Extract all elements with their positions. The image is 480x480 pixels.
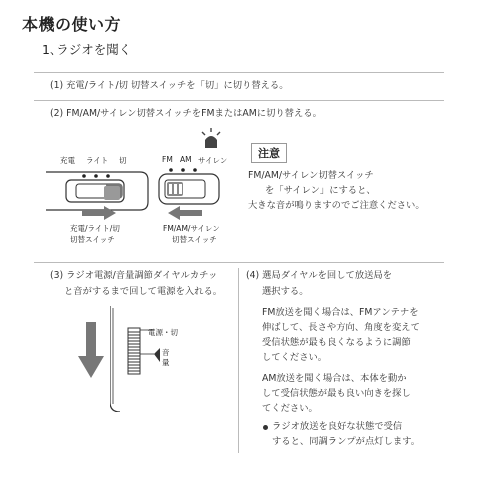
figure1-caption-1: 充電/ライト/切 <box>70 224 120 233</box>
caution-line-2: を「サイレン」にすると、 <box>265 185 376 196</box>
caution-line-1: FM/AM/サイレン切替スイッチ <box>248 170 374 181</box>
label-volume-1: 音 <box>162 348 170 357</box>
label-charge: 充電 <box>60 156 75 165</box>
section-subtitle: 1､ラジオを聞く <box>42 42 132 57</box>
down-arrow-icon <box>78 322 104 378</box>
fm-note-line-1: FM放送を聞く場合は、FMアンテナを <box>262 307 419 318</box>
siren-icon <box>200 128 222 150</box>
step-2-text: (2) FM/AM/サイレン切替スイッチをFMまたはAMに切り替える。 <box>50 108 322 119</box>
page-title: 本機の使い方 <box>22 15 122 34</box>
label-am: AM <box>180 155 192 164</box>
column-divider <box>238 268 239 453</box>
caution-line-3: 大きな音が鳴りますのでご注意ください。 <box>248 200 425 211</box>
bullet-line-1: ラジオ放送を良好な状態で受信 <box>272 421 403 432</box>
divider-top <box>34 72 444 73</box>
radio-dial-illustration <box>110 306 170 412</box>
label-power: 電源・切 <box>148 328 178 337</box>
label-volume-2: 量 <box>162 358 170 367</box>
fm-note-line-2: 伸ばして、長さや方向、角度を変えて <box>262 322 420 333</box>
step-3-line-1: (3) ラジオ電源/音量調節ダイヤルカチッ <box>50 270 218 281</box>
label-siren: サイレン <box>198 156 228 165</box>
bullet-line-2: すると、同調ランプが点灯します。 <box>272 436 421 447</box>
step-3-line-2: と音がするまで回して電源を入れる。 <box>64 286 223 297</box>
step-4-line-1: (4) 選局ダイヤルを回して放送局を <box>246 270 393 281</box>
label-off: 切 <box>119 156 127 165</box>
caution-heading: 注意 <box>251 143 287 163</box>
fm-note-line-3: 受信状態が最も良くなるように調節 <box>262 337 411 348</box>
figure2-caption-2: 切替スイッチ <box>172 235 217 244</box>
fm-am-siren-switch-illustration <box>155 162 225 212</box>
am-note-line-1: AM放送を聞く場合は、本体を動か <box>262 373 407 384</box>
am-note-line-2: して受信状態が最も良い向きを探し <box>262 388 411 399</box>
bullet-dot <box>263 425 268 430</box>
step-4-line-2: 選択する。 <box>262 286 309 297</box>
figure2-caption-1: FM/AM/サイレン <box>163 224 220 233</box>
label-light: ライト <box>86 156 109 165</box>
divider-1 <box>34 100 444 101</box>
fm-note-line-4: してください。 <box>262 352 328 363</box>
am-note-line-3: てください。 <box>262 403 318 414</box>
label-fm: FM <box>162 155 173 164</box>
figure1-caption-2: 切替スイッチ <box>70 235 115 244</box>
step-1-text: (1) 充電/ライト/切 切替スイッチを「切」に切り替える。 <box>50 80 289 91</box>
right-arrow-icon <box>82 206 116 220</box>
divider-2 <box>34 262 444 263</box>
left-arrow-icon <box>168 206 202 220</box>
